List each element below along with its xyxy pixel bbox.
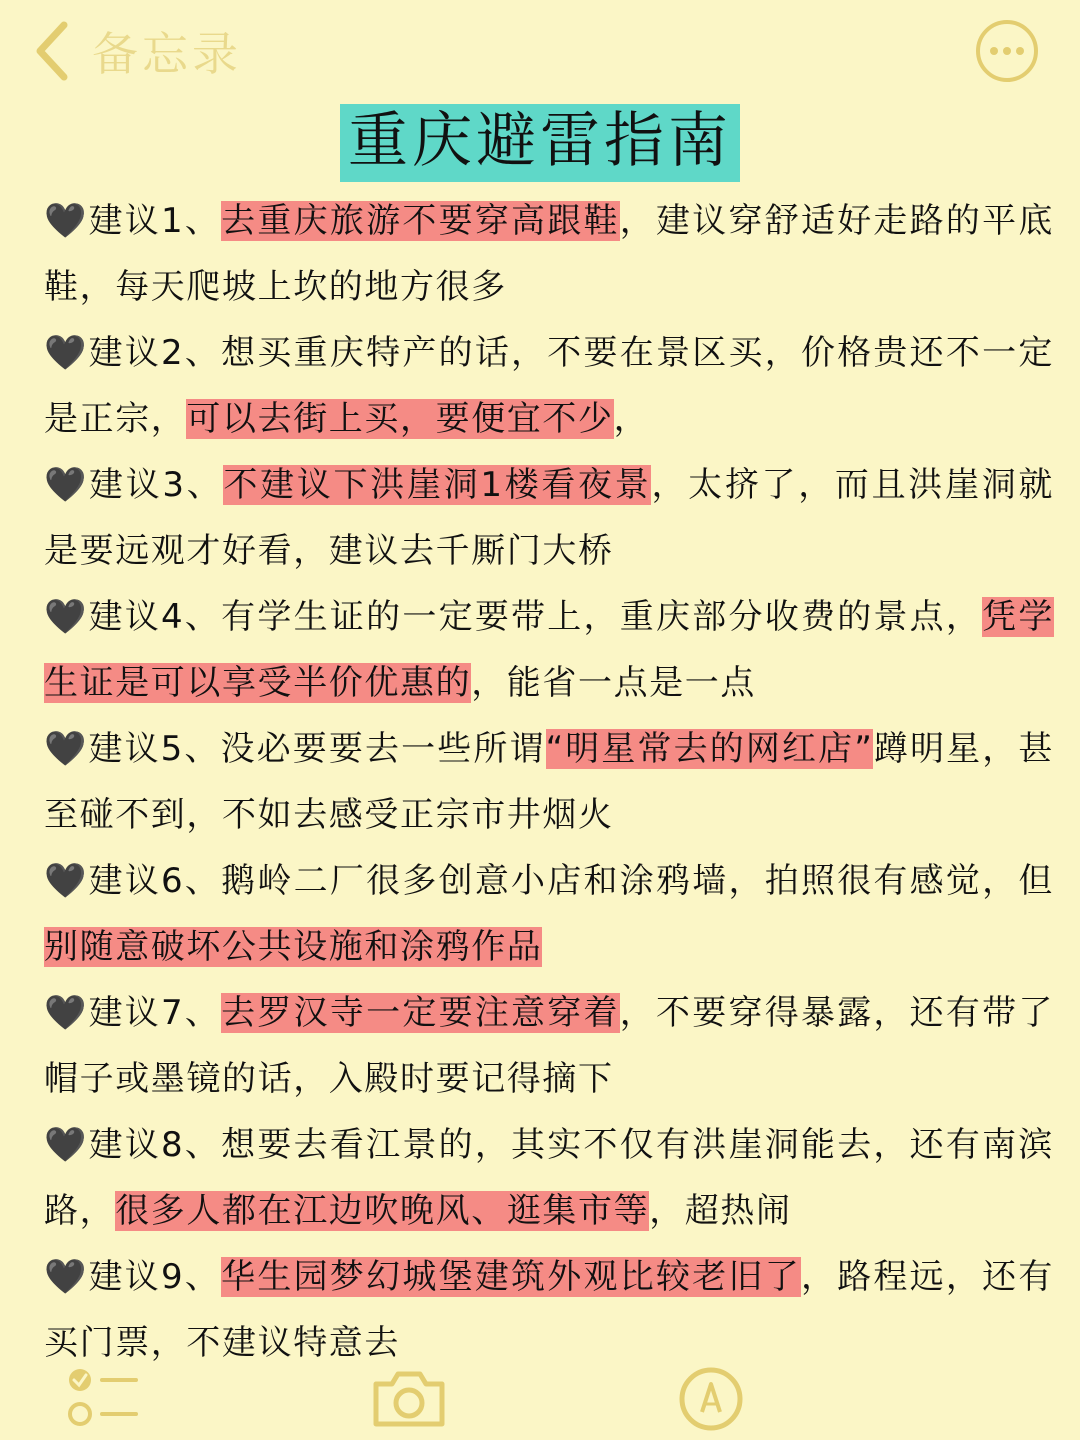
chevron-left-icon	[34, 21, 70, 81]
note-tip-1	[44, 188, 1054, 320]
camera-icon	[370, 1368, 448, 1430]
navigation-bar	[0, 0, 1080, 100]
markup-button[interactable]	[678, 1366, 744, 1432]
note-body[interactable]	[44, 188, 1054, 1376]
tip-text: ，	[613, 399, 650, 439]
black-heart-icon: 🖤	[44, 729, 88, 769]
tip-text: 建议5、没必要要去一些所谓	[87, 729, 546, 769]
checklist-button[interactable]	[66, 1366, 140, 1430]
highlighted-text: 去罗汉寺一定要注意穿着	[221, 993, 620, 1033]
black-heart-icon: 🖤	[44, 597, 88, 637]
highlighted-text: 很多人都在江边吹晚风、逛集市等	[115, 1191, 650, 1231]
tip-text: 蹲明星，甚至碰不到，不如去感受正宗市井烟火	[44, 729, 1055, 835]
tip-text: 建议8、想要去看江景的，其实不仅有洪崖洞能去，还有南滨路，	[44, 1125, 1054, 1231]
black-heart-icon: 🖤	[44, 993, 88, 1033]
highlighted-text: 不建议下洪崖洞1楼看夜景	[223, 465, 652, 505]
black-heart-icon: 🖤	[44, 861, 88, 901]
ellipsis-icon	[989, 46, 1025, 56]
tip-text: ，建议穿舒适好走路的平底鞋，每天爬坡上坎的地方很多	[44, 201, 1054, 307]
back-label: 备忘录	[92, 27, 242, 81]
tip-text: 建议4、有学生证的一定要带上，重庆部分收费的景点，	[87, 597, 983, 637]
black-heart-icon: 🖤	[44, 1257, 88, 1297]
highlighted-text: 凭学生证是可以享受半价优惠的	[44, 597, 1054, 703]
note-title-row	[0, 104, 1080, 182]
bottom-toolbar	[0, 1362, 1080, 1440]
note-tip-8	[44, 1112, 1054, 1244]
tip-text: 建议7、	[87, 993, 222, 1033]
back-button[interactable]	[34, 18, 242, 84]
highlighted-text: 可以去街上买，要便宜不少	[186, 399, 614, 439]
tip-text: ，太挤了，而且洪崖洞就是要远观才好看，建议去千厮门大桥	[44, 465, 1054, 571]
highlighted-text: “明星常去的网红店”	[545, 729, 874, 769]
tip-text: ，路程远，还有买门票，不建议特意去	[44, 1257, 1054, 1363]
tip-text: 建议2、想买重庆特产的话，不要在景区买，价格贵还不一定是正宗，	[44, 333, 1054, 439]
note-tip-6	[44, 848, 1054, 980]
tip-text: 建议3、	[87, 465, 224, 505]
highlighted-text: 别随意破坏公共设施和涂鸦作品	[44, 927, 543, 967]
camera-button[interactable]	[370, 1368, 448, 1430]
note-tip-3	[44, 452, 1054, 584]
tip-text: 建议9、	[87, 1257, 222, 1297]
tip-text: ，不要穿得暴露，还有带了帽子或墨镜的话，入殿时要记得摘下	[44, 993, 1054, 1099]
note-tip-7	[44, 980, 1054, 1112]
tip-text: ，超热闹	[649, 1191, 792, 1231]
pen-markup-icon	[678, 1366, 744, 1432]
black-heart-icon: 🖤	[44, 201, 88, 241]
checklist-icon	[66, 1366, 140, 1430]
tip-text: 建议1、	[87, 201, 222, 241]
note-title: 重庆避雷指南	[340, 104, 740, 182]
black-heart-icon: 🖤	[44, 333, 88, 373]
tip-text: 建议6、鹅岭二厂很多创意小店和涂鸦墙，拍照很有感觉，但	[87, 861, 1054, 901]
black-heart-icon: 🖤	[44, 465, 88, 505]
note-tip-4	[44, 584, 1054, 716]
tip-text: ，能省一点是一点	[471, 663, 757, 703]
black-heart-icon: 🖤	[44, 1125, 88, 1165]
highlighted-text: 去重庆旅游不要穿高跟鞋	[221, 201, 620, 241]
highlighted-text: 华生园梦幻城堡建筑外观比较老旧了	[221, 1257, 801, 1297]
note-tip-5	[44, 716, 1054, 848]
note-tip-2	[44, 320, 1054, 452]
more-button[interactable]	[976, 20, 1038, 82]
note-tip-9	[44, 1244, 1054, 1376]
